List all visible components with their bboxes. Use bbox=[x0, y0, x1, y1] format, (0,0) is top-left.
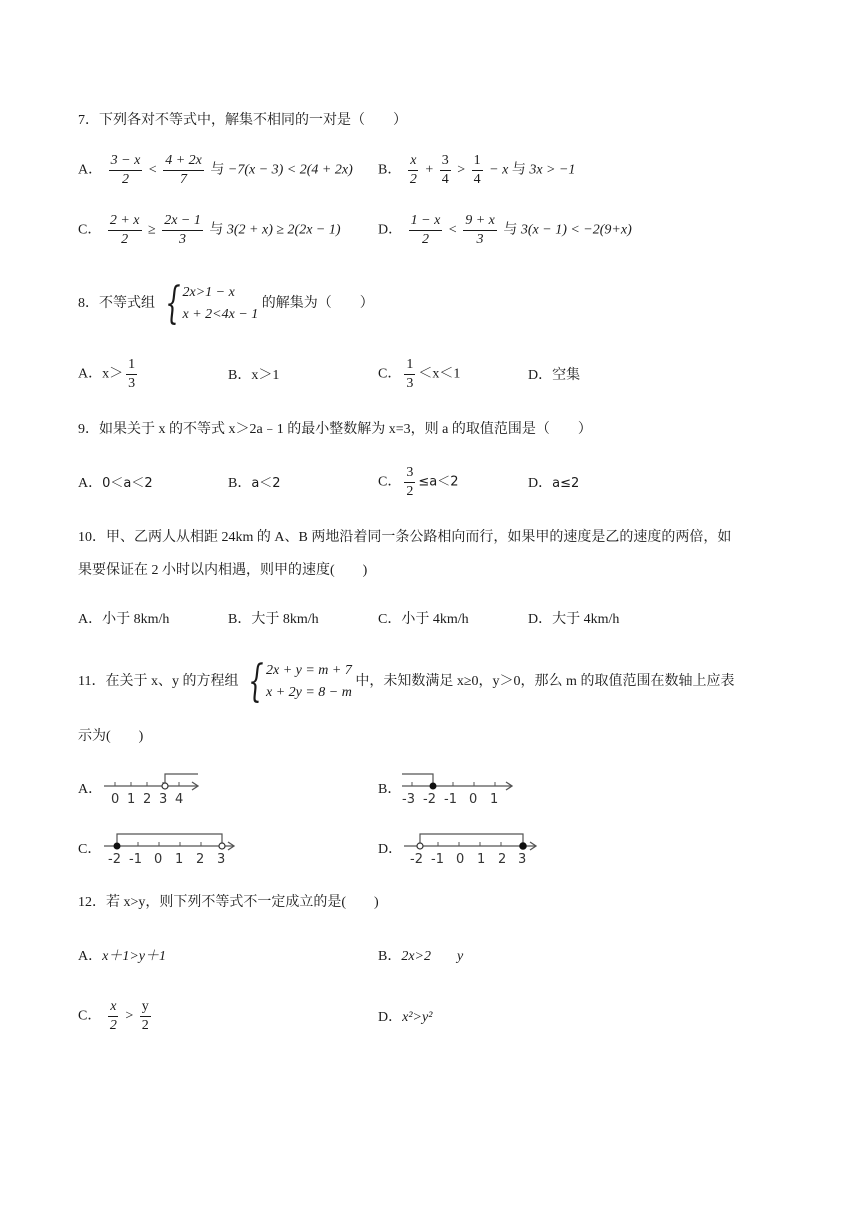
svg-text:0: 0 bbox=[154, 852, 163, 866]
q11-number-line-c bbox=[100, 830, 240, 866]
q7-option-b[interactable]: B． $\frac{x}{2}$ + $\frac{3}{4}$ > $\frac{1}{4}$ − x 与 3x > −1 bbox=[378, 153, 576, 187]
q11-number-line-a bbox=[100, 770, 210, 806]
svg-text:-2: -2 bbox=[410, 852, 423, 866]
q8-option-c[interactable]: C． $\frac{1}{3}$ ＜x＜1 bbox=[378, 357, 461, 391]
q8-option-b[interactable]: B．x＞1 bbox=[228, 368, 280, 383]
svg-text:3: 3 bbox=[217, 852, 226, 866]
svg-text:-2: -2 bbox=[423, 792, 436, 806]
fraction: $\frac{x}{2}$ bbox=[109, 999, 117, 1033]
inequality-system: { 2x>1 − x x + 2<4x − 1 bbox=[164, 278, 259, 329]
q7-option-a[interactable]: A． $\frac{3 - x}{2}$ < $\frac{4 + 2x}{7}$ 与 −7(x − 3) < 2(4 + 2x) bbox=[78, 153, 353, 187]
svg-text:1: 1 bbox=[127, 792, 136, 806]
svg-text:1: 1 bbox=[175, 852, 184, 866]
q11-option-a[interactable]: A． bbox=[78, 782, 103, 797]
q7-stem: 7．下列各对不等式中，解集不相同的一对是（ ） bbox=[78, 113, 407, 128]
q11-number-line-d bbox=[400, 830, 542, 866]
svg-text:-1: -1 bbox=[129, 852, 142, 866]
q9-option-b[interactable]: B．a＜2 bbox=[228, 476, 281, 491]
q7-option-d[interactable]: D． $\frac{1 - x}{2}$ < $\frac{9 + x}{3}$ 与 3(x − 1) < −2(9+x) bbox=[378, 213, 632, 247]
fraction: $\frac{1}{4}$ bbox=[473, 153, 481, 187]
q8-option-d[interactable]: D．空集 bbox=[528, 368, 581, 383]
fraction: $\frac{x}{2}$ bbox=[409, 153, 417, 187]
fraction: $\frac{3}{2}$ bbox=[406, 465, 414, 499]
q12-option-d[interactable]: D．x²>y² bbox=[378, 1010, 433, 1025]
q11-stem: 11．在关于 x、y 的方程组 { 2x + y = m + 7 x + 2y = 8 − m 中，未知数满足 x≥0，y＞0，那么 m 的取值范围在数轴上应表 bbox=[78, 656, 735, 707]
svg-text:3: 3 bbox=[159, 792, 168, 806]
q10-stem-line1: 10．甲、乙两人从相距 24km 的 A、B 两地沿着同一条公路相向而行，如果甲的速度是乙的速度的两倍，如 bbox=[78, 530, 732, 545]
q12-option-b[interactable]: B．2x>2 y bbox=[378, 949, 464, 964]
svg-text:0: 0 bbox=[111, 792, 120, 806]
fraction: $\frac{1 - x}{2}$ bbox=[410, 213, 441, 247]
fraction: $\frac{3 - x}{2}$ bbox=[110, 153, 141, 187]
fraction: $\frac{3}{4}$ bbox=[441, 153, 449, 187]
svg-text:-1: -1 bbox=[431, 852, 444, 866]
q9-stem: 9．如果关于 x 的不等式 x＞2a﹣1 的最小整数解为 x=3，则 a 的取值范围是（ ） bbox=[78, 422, 592, 437]
q11-option-c[interactable]: C． bbox=[78, 842, 102, 857]
fraction: $\frac{1}{3}$ bbox=[406, 357, 414, 391]
q8-option-a[interactable]: A．x＞ $\frac{1}{3}$ bbox=[78, 357, 136, 391]
svg-text:1: 1 bbox=[477, 852, 486, 866]
q10-option-a[interactable]: A．小于 8km/h bbox=[78, 612, 170, 627]
fraction: $\frac{2x - 1}{3}$ bbox=[164, 213, 201, 247]
svg-text:-1: -1 bbox=[444, 792, 457, 806]
svg-text:1: 1 bbox=[490, 792, 499, 806]
q7-option-c[interactable]: C． $\frac{2 + x}{2}$ ≥ $\frac{2x - 1}{3}$ 与 3(2 + x) ≥ 2(2x − 1) bbox=[78, 213, 341, 247]
fraction: $\frac{9 + x}{3}$ bbox=[465, 213, 495, 247]
svg-text:-3: -3 bbox=[402, 792, 415, 806]
q8-stem: 8．不等式组 { 2x>1 − x x + 2<4x − 1 的解集为（ ） bbox=[78, 278, 374, 329]
q11-number-line-b bbox=[400, 770, 520, 806]
fraction: $\frac{2 + x}{2}$ bbox=[109, 213, 140, 247]
fraction: $\frac{4 + 2x}{7}$ bbox=[165, 153, 202, 187]
svg-text:2: 2 bbox=[196, 852, 205, 866]
q10-option-b[interactable]: B．大于 8km/h bbox=[228, 612, 319, 627]
q12-option-c[interactable]: C． $\frac{x}{2}$ > $\frac{y}{2}$ bbox=[78, 999, 149, 1033]
q12-stem: 12．若 x>y，则下列不等式不一定成立的是( ) bbox=[78, 895, 379, 910]
q10-stem-line2: 果要保证在 2 小时以内相遇，则甲的速度( ) bbox=[78, 563, 368, 578]
q9-option-d[interactable]: D．a≤2 bbox=[528, 476, 580, 491]
svg-text:2: 2 bbox=[143, 792, 152, 806]
svg-text:0: 0 bbox=[469, 792, 478, 806]
q12-option-a[interactable]: A．x＋1>y＋1 bbox=[78, 949, 166, 964]
fraction: $\frac{y}{2}$ bbox=[141, 999, 149, 1033]
svg-text:2: 2 bbox=[498, 852, 507, 866]
q11-option-b[interactable]: B． bbox=[378, 782, 402, 797]
q9-option-c[interactable]: C． $\frac{3}{2}$ ≤a＜2 bbox=[378, 465, 459, 499]
equation-system: { 2x + y = m + 7 x + 2y = 8 − m bbox=[248, 656, 352, 707]
q11-option-d[interactable]: D． bbox=[378, 842, 403, 857]
svg-text:0: 0 bbox=[456, 852, 465, 866]
fraction: $\frac{1}{3}$ bbox=[128, 357, 136, 391]
q10-option-c[interactable]: C．小于 4km/h bbox=[378, 612, 469, 627]
q11-stem-line2: 示为( ) bbox=[78, 729, 144, 744]
q9-option-a[interactable]: A．0＜a＜2 bbox=[78, 476, 153, 491]
svg-text:3: 3 bbox=[518, 852, 527, 866]
q10-option-d[interactable]: D．大于 4km/h bbox=[528, 612, 620, 627]
svg-text:4: 4 bbox=[175, 792, 184, 806]
svg-text:-2: -2 bbox=[108, 852, 121, 866]
